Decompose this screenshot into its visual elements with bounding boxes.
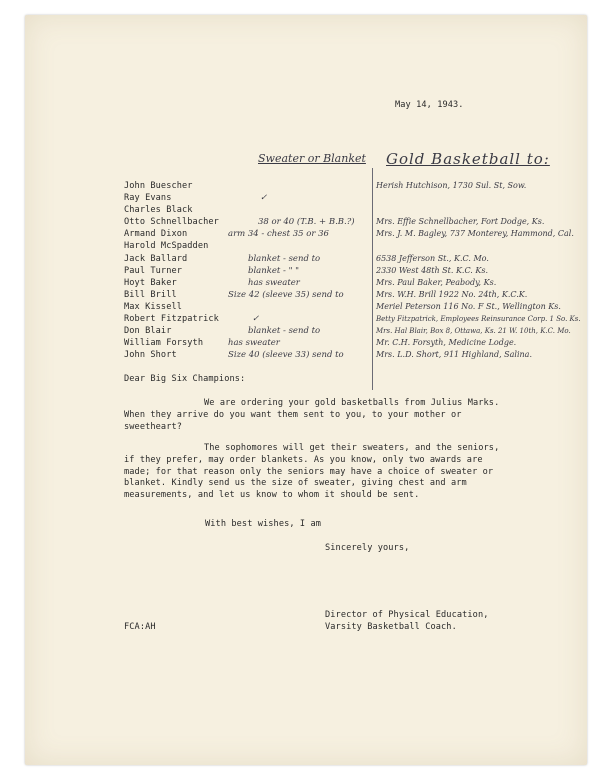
recipient: Mrs. L.D. Short, 911 Highland, Salina. xyxy=(376,350,532,360)
sweater-notes xyxy=(228,180,355,361)
sweater-note xyxy=(228,204,355,216)
player-name: Bill Brill xyxy=(124,289,177,300)
recipient: Mrs. Hal Blair, Box 8, Ottawa, Ks. 21 W. 10th, K.C. Mo. xyxy=(376,327,571,336)
recipient xyxy=(376,240,581,252)
sweater-note: has sweater xyxy=(228,338,280,349)
salutation: Dear Big Six Champions: xyxy=(124,374,246,384)
player-name: Charles Black xyxy=(124,205,193,216)
recipient: Mrs. Effie Schnellbacher, Fort Dodge, Ks. xyxy=(376,217,545,227)
recipient: 6538 Jefferson St., K.C. Mo. xyxy=(376,253,489,263)
sweater-note: Size 42 (sleeve 35) send to xyxy=(228,289,344,300)
recipient: Mrs. W.H. Brill 1922 No. 24th, K.C.K. xyxy=(376,289,528,299)
player-name: Harold McSpadden xyxy=(124,241,209,252)
sweater-note: blanket - send to xyxy=(248,326,321,337)
recipient: Meriel Peterson 116 No. F St., Wellington Ks. xyxy=(376,301,561,311)
player-name: Jack Ballard xyxy=(124,253,188,264)
sweater-note xyxy=(228,240,355,252)
recipient xyxy=(376,192,581,204)
player-name: Armand Dixon xyxy=(124,229,188,240)
player-name: John Short xyxy=(124,350,177,361)
recipient: Herish Hutchison, 1730 Sul. St, Sow. xyxy=(376,181,527,190)
player-name: Don Blair xyxy=(124,326,172,337)
player-name: Otto Schnellbacher xyxy=(124,217,219,228)
sweater-note: blanket - " " xyxy=(248,265,300,276)
player-name: Ray Evans xyxy=(124,193,172,204)
recipient: Mr. C.H. Forsyth, Medicine Lodge. xyxy=(376,338,517,348)
sweater-note: blanket - send to xyxy=(248,253,321,264)
player-name: Hoyt Baker xyxy=(124,277,177,288)
player-name: Max Kissell xyxy=(124,301,183,312)
sweater-note: ✓ xyxy=(252,314,260,325)
basketball-column-header: Gold Basketball to: xyxy=(386,150,550,168)
recipient xyxy=(376,204,581,216)
column-divider xyxy=(372,168,373,390)
player-name: Robert Fitzpatrick xyxy=(124,314,219,325)
player-names xyxy=(124,180,219,361)
player-name: William Forsyth xyxy=(124,338,204,349)
sweater-note: Size 40 (sleeve 33) send to xyxy=(228,350,344,361)
sweater-note xyxy=(228,180,355,192)
sign-off: Sincerely yours, xyxy=(325,543,410,553)
player-name: John Buescher xyxy=(124,181,193,191)
body-paragraph-1: We are ordering your gold basketballs from Julius Marks. When they arrive do you want them sent to you, to your mother or sweetheart? xyxy=(124,398,500,432)
player-name: Paul Turner xyxy=(124,265,183,276)
signature-title: Varsity Basketball Coach. xyxy=(325,622,457,632)
sweater-note: 38 or 40 (T.B. + B.B.?) xyxy=(258,217,355,228)
sweater-column-header: Sweater or Blanket xyxy=(258,152,366,165)
recipient: Mrs. Paul Baker, Peabody, Ks. xyxy=(376,277,497,287)
reference-initials: FCA:AH xyxy=(124,622,156,632)
closing-line: With best wishes, I am xyxy=(205,519,322,529)
recipient: Betty Fitzpatrick, Employees Reinsurance Corp. 1 So. Ks. xyxy=(376,315,581,324)
body-paragraph-2: The sophomores will get their sweaters, and the seniors, if they prefer, may order blankets. As you know, only two awards are made; for that reason only the seniors may have a choice of sweater or blanket. Kindly send us the size of sweater, giving chest and arm measurements, and let us know to whom it should be sent. xyxy=(124,443,500,501)
sweater-note: ✓ xyxy=(260,193,268,204)
letter-page xyxy=(25,15,587,765)
sweater-note: arm 34 - chest 35 or 36 xyxy=(228,229,329,240)
sweater-note: has sweater xyxy=(248,277,300,288)
letter-date: May 14, 1943. xyxy=(395,100,464,110)
recipient: 2330 West 48th St. K.C. Ks. xyxy=(376,265,489,275)
basketball-recipients xyxy=(376,180,581,361)
signature-title: Director of Physical Education, xyxy=(325,610,489,620)
recipient: Mrs. J. M. Bagley, 737 Monterey, Hammond, Cal. xyxy=(376,229,574,239)
sweater-note xyxy=(228,301,355,313)
